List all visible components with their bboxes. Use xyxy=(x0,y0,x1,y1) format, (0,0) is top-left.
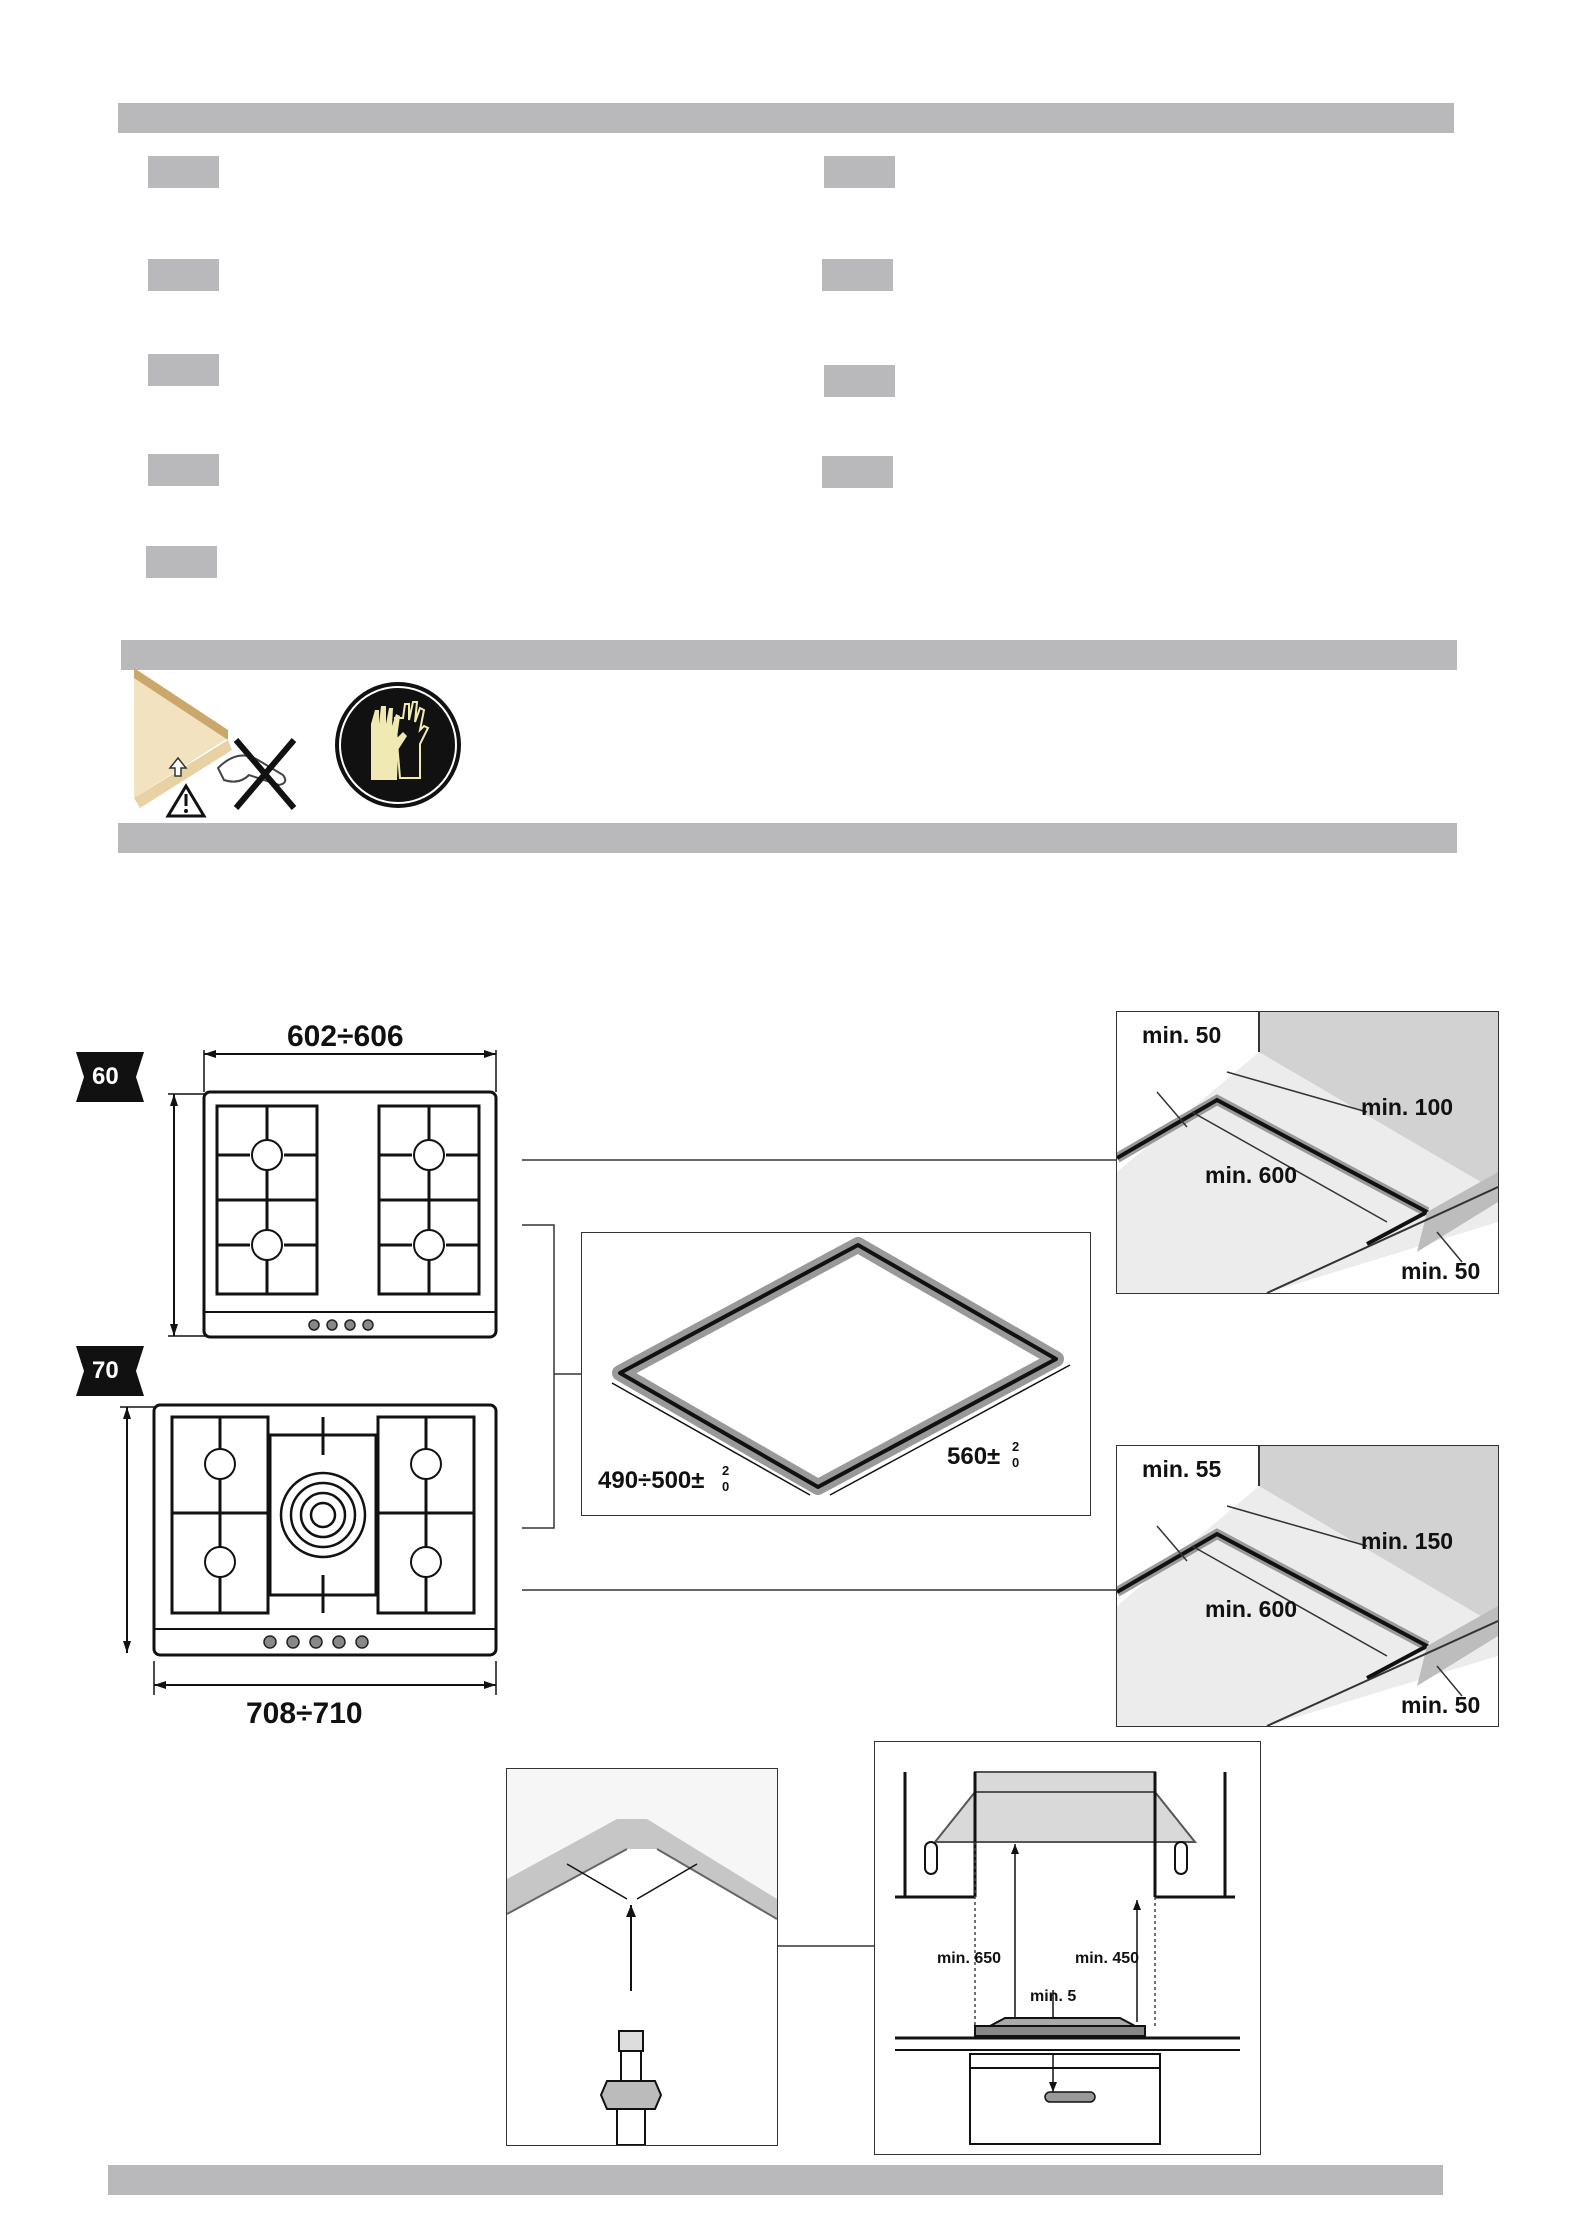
cutout-depth-tol-plus: 2 xyxy=(722,1463,730,1478)
cutout-figure xyxy=(581,1232,1091,1516)
cutout-width-tol-minus: 0 xyxy=(1012,1455,1020,1470)
footer-bar xyxy=(108,2165,1443,2195)
model-70-label: 70 xyxy=(92,1357,119,1384)
cutout-depth-tol-minus: 0 xyxy=(722,1479,730,1494)
clearance-60-side: min. 100 xyxy=(1361,1094,1454,1120)
model-60-label: 60 xyxy=(92,1063,119,1090)
cutout-width-label: 560± xyxy=(947,1443,1001,1470)
width-60-label: 602÷606 xyxy=(287,1020,404,1053)
clearance-70-height: min. 600 xyxy=(1205,1596,1298,1622)
hood-min-450: min. 450 xyxy=(1075,1950,1140,1967)
cutout-width-tol-plus: 2 xyxy=(1012,1439,1020,1454)
hood-min-5: min. 5 xyxy=(1030,1988,1077,2005)
clearance-60-height: min. 600 xyxy=(1205,1162,1298,1188)
fixing-bracket-figure xyxy=(506,1768,778,2146)
clearance-60-front: min. 50 xyxy=(1401,1258,1481,1284)
hood-clearance-figure xyxy=(874,1741,1261,2155)
cutout-depth-label: 490÷500± xyxy=(598,1467,705,1494)
hood-min-650: min. 650 xyxy=(937,1950,1002,1967)
clearance-70-figure xyxy=(1116,1445,1499,1727)
clearance-60-figure xyxy=(1116,1011,1499,1294)
width-70-label: 708÷710 xyxy=(246,1697,363,1730)
clearance-70-back: min. 55 xyxy=(1142,1456,1222,1482)
clearance-60-back: min. 50 xyxy=(1142,1022,1222,1048)
clearance-70-front: min. 50 xyxy=(1401,1692,1481,1718)
clearance-70-side: min. 150 xyxy=(1361,1528,1454,1554)
